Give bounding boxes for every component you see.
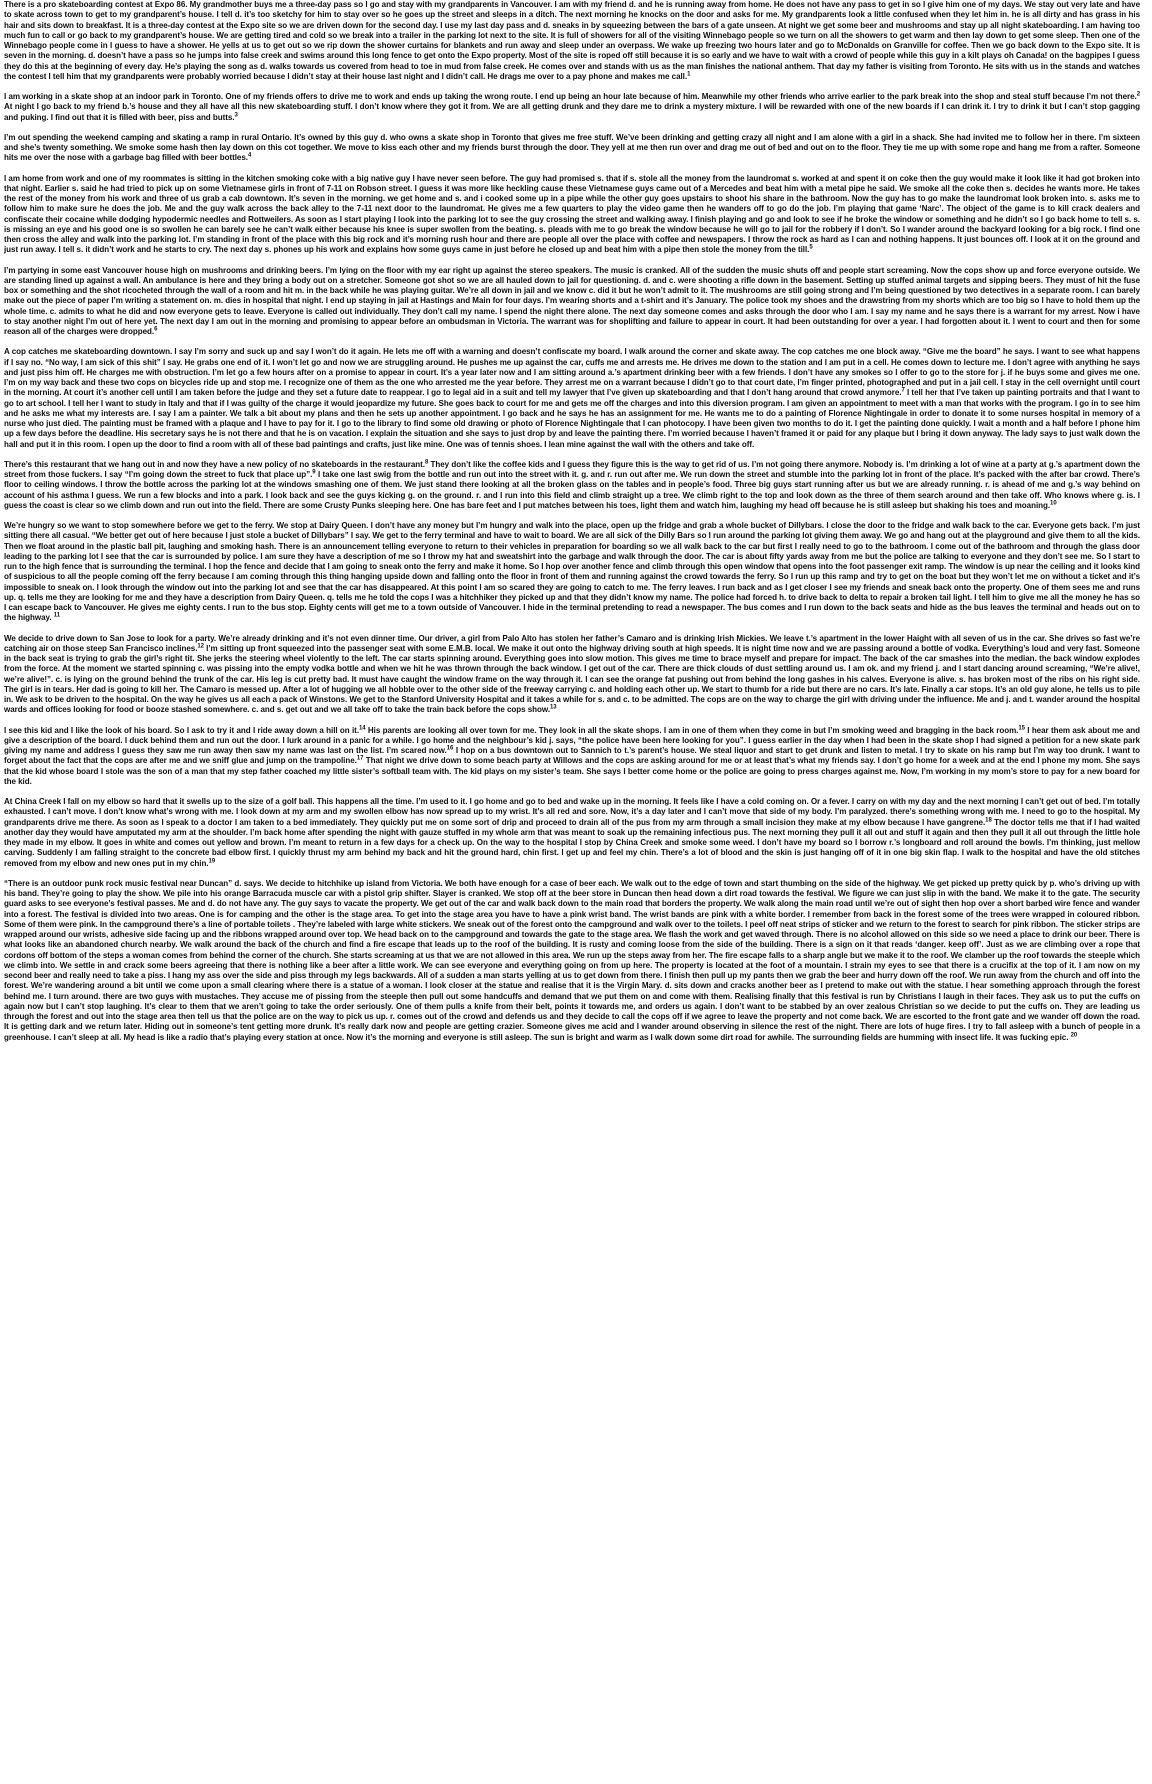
footnote-marker: 2 <box>1136 91 1140 98</box>
paragraph-text: I am home from work and one of my roommates is sitting in the kitchen smoking coke with a big native guy I have never seen before. The guy had promised s. that if s. stole all the money from the laundromat s. worked at and spent it on coke then the guy would make it look like it had got broken into that night. Earlier s. said he had tried to pick up on some Vietnamese girls in front of 7-11 on Robson street. I guess it was more like heckling cause these Vietnamese guys came out of a Mercedes and beat him with a metal pipe he said. We smoke all the coke then s. decides he wants more. He takes the rest of the money from his work and three of us grab a cab downtown. It’s seven in the morning. we get home and s. and i cooked some up in a pipe while the other guy goes upstairs to shoot his share in the bathroom. Now the guy has to go make the laundromat look broken into. s. asks me to follow him to make sure he does the job. Me and the guy walk across the back alley to the 7-11 next door to the laundromat. He gives me a few quarters to play the video game then he wanders off to go do the job. I’m playing that game ‘Narc’. The object of the game is to kill crack dealers and confiscate their cocaine while dodging hypodermic needles and Rottweilers. As soon as I start playing I look into the parking lot to see the guy crossing the street and walking away. I finish playing and go and look to see if he broke the window or something and he didn’t so I go back home to tell s. s. is missing an eye and his good one is so swollen he can barely see he can’t walk either because his knee is super swollen from the beating. s. pleads with me to go break the window because he will go to jail for the robbery if I don’t. So I wander around the backyard looking for a big rock. I find one then cross the alley and walk into the parking lot. I’m standing in front of the place with this big rock and it’s morning rush hour and there are people all over the place with coffee and newspapers. I throw the rock as hard as I can and nothing happens. It just bounces off. I look at it on the ground and just run away. I tell s. it didn’t work and he starts to cry. The next day s. phones up his work and explains how some guys came in just before he closed up and beat him with a pipe then stole the money from the till. <box>4 173 1140 255</box>
paragraph-text: I’m out spending the weekend camping and skating a ramp in rural Ontario. It’s owned by this guy d. who owns a skate shop in Toronto that gives me free stuff. We’ve been drinking and getting crazy all night and I am alone with a girl in a shack. She had invited me to follow her in there. I’m sixteen and she’s twenty something. We smoke some hash then lay down on this cot together. We move to kiss each other and my friends burst through the door. They yell at me then run over and drag me out of bed and out on to the floor. They tie me up with some rope and hang me from a rafter. Someone hits me over the nose with a garbage bag filled with beer bottles. <box>4 132 1140 163</box>
paragraph-text: At night I go back to my friend b.’s house and they all have all this new skateboarding stuff. I don’t know where they got it from. We are all getting drunk and they dare me to drink a mystery mixture. I will be rewarded with one of the new boards if I can drink it. I try to drink it but I can’t stop gagging and puking. I find out that it is filled with beer, piss and butts. <box>4 102 1140 122</box>
footnote-marker: 15 <box>1018 724 1025 731</box>
paragraph-text: I’m sitting up front squeezed into the passenger seat with some E.M.B. local. We make it out onto the highway driving south at high speeds. It is night time now and we are passing around a bottle of vodka. Everything’s loud and very fast. Someone in the back seat is trying to grab the girl’s right tit. She jerks the steering wheel violently to the left. The car starts spinning around. Everything goes into slow motion. This gives me time to brace myself and prepare for impact. The back of the car smashes into the median. the back window explodes from the force. At the moment we started spinning c. was pissing into the empty vodka bottle and when we hit he was thrown through the back window. I get out of the car. There are thick clouds of dust settling around us. I am ok. and my friend j. and I start dancing around screaming, “We’re alive!, we’re alive!”. c. is lying on the ground behind the trunk of the car. His leg is cut pretty bad. It must have caught the window frame on the way through it. I can see the orange fat pushing out from behind the long gashes in his calves. Everyone is alive. s. has broken most of the ribs on his right side. The girl is in tears. Her dad is going to kill her. The Camaro is messed up. After a lot of hugging we all hobble over to the other side of the freeway carrying c. and holding each other up. We start to thumb for a ride but there are no cars. It’s late. Finally a car stops. It’s an old guy alone, he tells us to pile in. We ask to be driven to the hospital. On the way he gives us all each a pack of Winstons. We get to the Stanford University Hospital and it takes a while for s. and c. to be admitted. The cops are on the way to charge the girl with driving under the influence. Me and j. and t. wander around the hospital wards and offices looking for food or booze stashed somewhere. c. and s. get out and we all take off to take the train back before the cops show. <box>4 643 1140 715</box>
paragraph-text: I am working in a skate shop at an indoor park in Toronto. One of my friends offers to drive me to work and ends up taking the wrong route. I end up being an hour late because of him. Meanwhile my other friends who arrive earlier to the park break into the shop and steal stuff because I’m not there. <box>4 92 1137 101</box>
story-paragraph <box>4 797 1140 869</box>
paragraph-text: We decide to drive down to San Jose to look for a party. We’re already drinking and it’s not even dinner time. Our driver, a girl from Palo Alto has stolen her father’s Camaro and is drinking Irish Mickies. We leave t.’s apartment in the lower Haight with all seven of us in the car. She drives so fast we’re catching air on those steep San Francisco inclines. <box>4 633 1140 653</box>
footnote-marker: 13 <box>550 704 557 711</box>
story-paragraph <box>4 92 1140 123</box>
paragraph-text: His parents are looking all over town for me. They look in all the skate shops. I am in one of them when they come in but I’m smoking weed and bragging in the back room. <box>365 725 1019 735</box>
paragraph-text: At China Creek I fall on my elbow so hard that it swells up to the size of a golf ball. This happens all the time. I’m used to it. I go home and go to bed and wake up in the morning. It feels like I have a cold coming on. Or a fever. I carry on with my day and the next morning I can’t get out of bed. I’m totally exhausted. I can’t move. I don’t know what’s wrong with me. I look down at my arm and my swollen elbow has now spread up to my wrist. It’s all red and sore. Now, it’s a day later and I can’t move that side of my body. I’m paralyzed. there’s something wrong with me. I need to go to the hospital. My grandparents drive me there. As soon as I speak to a doctor I am taken to a bed immediately. They quickly put me on some sort of drip and proceed to drain all of the pus from my arm through a small incision they make at my elbow because I have gangrene. <box>4 797 1140 827</box>
footnote-marker: 9 <box>312 469 316 476</box>
story-paragraph <box>4 133 1140 164</box>
footnote-marker: 3 <box>234 111 238 118</box>
paragraph-text: We’re hungry so we want to stop somewhere before we get to the ferry. We stop at Dairy Queen. I don’t have any money but I’m hungry and walk into the place, open up the fridge and grab a whole bucket of Dillybars. I close the door to the fridge and walk back to the car. Everyone gets back. I’m just sitting there all casual. “We better get out of here because I just stole a bucket of Dillybars” I say. We get to the ferry terminal and have to wait to board. We are all sick of the Dilly Bars so I run around the parking lot giving them away. We go and hang out at the playground and give them to all the kids. Then we float around in the plastic ball pit, laughing and smoking hash. There is an announcement telling everyone to return to their vehicles in preparation for boarding so we all walk back to the car but first I really need to go to the bathroom. I come out of the bathroom and through the glass door leading to the parking lot I see that the car is surrounded by police. I am sure they have a description of me so I throw my hat and sweatshirt into the garbage and walk through the door. The car is about fifty yards away from me but the police are talking to everyone and they don’t see me. So I start to run to the high fence that is surrounding the terminal. I hop the fence and decide that I am going to sneak onto the ferry and make it home. So I hop over another fence and climb through this open window that opens into the foot passenger exit ramp. The window is up near the ceiling and it looks kind of suspicious to all the people coming off the ferry because I am coming through this thing hanging upside down and falling onto the floor in front of them and running against the crowd towards the ferry. So I run up this ramp and try to get on the boat but they won’t let me on without a ticket and it’s impossible to sneak on. I look through the window out into the parking lot and see that the car has disappeared. At this point I am so scared they are going to catch to me. The ferry leaves. I run back and as I get closer I see my friends and sneak back onto the property. One of them sees me and runs up. q. tells me they are looking for me and they have a description from Dairy Queen. q. tells me he told the cops I was a hitchhiker they picked up and that they didn’t know my name. The police had forced h. to drive back to delta to repair a broken tail light. I tell him to give me all the money he has so I can escape back to Vancouver. He gives me eighty cents. I run to the bus stop. Eighty cents will get me to a town outside of Vancouver. I hide in the terminal pretending to read a newspaper. The bus comes and I run down to the back seats and hide as the bus leaves the terminal and heads out on to the highway. <box>4 521 1140 623</box>
footnote-marker: 19 <box>208 857 216 864</box>
footnote-marker: 8 <box>424 459 429 466</box>
paragraph-text: A cop catches me skateboarding downtown. I say I’m sorry and suck up and say I won’t do it again. He lets me off with a warning and doesn’t confiscate my board. I walk around the corner and skate away. The cop catches me one block away. “Give me the board” he says. I want to see what happens if I say no. “No way, I am sick of this shit” I say. He grabs one end of it. I won’t let go and now we are struggling around. He pushes me up against the car, cuffs me and arrests me. He drives me down to the station and I am put in a cell. He comes down to lecture me. I don’t agree with anything he says and just piss him off. He charges me with obstruction. I’m let go a few hours after on a promise to appear in court. It’s a year later now and I am sitting around a.’s apartment drinking beer with a few friends. I don’t have any smokes so I offer to go to the store for j. if he buys some and gives me one. I’m on my way back and these two cops on bicycles ride up and stop me. I recognize one of them as the one who arrested me the year before. They arrest me on a warrant because I didn’t go to that court date, I’m finger printed, photographed and put in a jail cell. I stay in the cell overnight until court in the morning. At court it’s another cell until I am taken before the judge and they set a future date to reappear. I go to legal aid in a suit and tell my lawyer that I’ve given up skateboarding and that I don’t hang around that crowd anymore. <box>4 347 1140 398</box>
footnote-marker: 1 <box>687 71 691 78</box>
story-paragraph <box>4 174 1140 256</box>
story-paragraph <box>4 879 1140 1043</box>
paragraph-text: I see this kid and I like the look of his board. So I ask to try it and I ride away down a hill on it. <box>4 725 359 735</box>
story-paragraph <box>4 634 1140 716</box>
paragraph-text: I’m partying in some east Vancouver house high on mushrooms and drinking beers. I’m lying on the floor with my ear right up against the stereo speakers. The music is cranked. All of the sudden the music shuts off and people start screaming. Now the cops show up and force everyone outside. We are standing lined up against a wall. An ambulance is here and they bring a body out on a stretcher. Someone got shot so we are all hauled down to jail for questioning. d. and c. were shooting a rifle down in the basement. Setting up stuffed animal targets and sipping beers. They must of hit the fuse box or something and the shot ricocheted through the wall of a room and hit m. in the back while he was playing guitar. We’re all down in jail and we know c. did it but he won’t admit to it. The mushrooms are still going strong and I’m being questioned by two detectives in a separate room. I can barely make out the piece of paper I’m writing a statement on. m. dies in hospital that night. I end up staying in jail at Hastings and Main for four days. I’m wearing shorts and a t-shirt and it’s January. The police took my shoes and the drawstring from my shorts which are too big so I have to hold them up the whole time. c. admits to what he did and now everyone gets to leave. Everyone is called out individually. They don’t call my name. I spend the night there alone. The next day someone comes and asks through the door who I am. I say my name and he says there is a warrant for my arrest. Now i have to stay another night I’m out of here yet. The next day I am out in the morning and promising to appear before an ombudsman in Victoria. The warrant was for shoplifting and failure to appear in court. It had been outstanding for over a year. I had forgotten about it. I went to court and then for some reason all of the charges were dropped. <box>4 265 1140 336</box>
footnote-marker: 14 <box>359 724 366 731</box>
paragraph-text: I take one last swig from the bottle and run out into the street with it. g. and r. run out after me. We run down the street and stumble into the parking lot in front of the place. It’s packed with the after bar crowd. There’s floor to ceiling windows. I throw the bottle across the parking lot at the windows smashing one of them. We just stand there looking at all the broken glass on the tables and in people’s food. Three big guys start running after us but we are already running. r. is ahead of me and g.’s way behind on account of his asthma I guess. We run a few blocks and into a park. I look back and see the guys kicking g. on the ground. r. and I run into this field and climb straight up a tree. We climb right to the top and look down as the three of them search around and then take off. Who knows where g. is. I guess the coast is clear so we climb down and run out into the field. There are some Crusty Punks sleeping here. One has bare feet and I put matches between his toes, light them and watch him, laughing my head off because he is still asleep but shaking his toes and moaning. <box>4 470 1140 510</box>
story-paragraph <box>4 347 1140 450</box>
story-paragraph <box>4 0 1140 82</box>
footnote-marker: 12 <box>197 643 204 650</box>
footnote-marker: 7 <box>901 387 905 394</box>
footnote-marker: 10 <box>1050 500 1057 507</box>
paragraph-text: I hear them ask about me and give a description of the board. I duck behind them and run out the door. I lurk around in a panic for a while. I go home and the neighbour’s kid j. says, “the police have been here looking for you”. I guess earlier in the day when I had been in the skate shop I had signed a petition for a new skate park giving my name and address I guess they saw me run away then saw my name was last on the list. I’m scared now. <box>4 725 1140 755</box>
paragraph-text: There’s this restaurant that we hang out in and now they have a new policy of no skateboards in the restaurant. <box>4 459 425 469</box>
footnote-marker: 5 <box>809 244 813 251</box>
footnote-marker: 20 <box>1070 1031 1078 1038</box>
paragraph-text: There is a pro skateboarding contest at Expo 86. My grandmother buys me a three-day pass so I go and stay with my grandparents in Vancouver. I am with my friend d. and he is running away from home. He does not have any pass to get in so I give him one of my days. We stay out very late and have to skate across town to get to my grandparent’s house. I tell d. it’s too sketchy for him to stay over so he goes up the street and sleeps in a ditch. The next morning he knocks on the door and asks for me. My grandparents look a little confused when they let him in. he is all dirty and has grass in his hair and sits down to breakfast. It is a three-day contest at the Expo site so we are driven down for the second day. I use my last day pass and d. sneaks in by squeezing between the bars of a gate unseen. At night we get some beer and mushrooms and stay up all night skateboarding. I am having too much fun to call or go back to my grandparent’s house. We are getting tired and cold so we break into a trailer in the parking lot next to the site. It is full of showers for all of the visiting Winnebago people so we turn on all the showers to get warm and then lay down to get some sleep. Then one of the Winnebago people come in I guess to have a shower. He yells at us to get out so we rip down the shower curtains for blankets and run away and sleep under an overpass. We wake up freezing two hours later and go to McDonalds on Granville for coffee. Then we go back down to the Expo site. It is seven in the morning. d. doesn’t have a pass so he jumps into false creek and swims around this long fence to get onto the Expo property. Most of the site is roped off still because it is so early and we have to wait with a crowd of people while this guy in a kilt plays oh Canada! on the bagpipes I guess they do this at the beginning of every day. He’s playing the song as d. walks towards us covered from head to toe in mud from false creek. He comes over and stands with us as the man finishes the national anthem. That day my father is visiting from Toronto. He sits with us in the stands and watches the contest I tell him that my grandparents were probably worried because I didn’t stay at their house last night and I didn’t call. He drags me over to a pay phone and makes me call. <box>4 0 1140 81</box>
paragraph-text: I hop on a bus downtown out to Sannich to t.’s parent’s house. We steal liquor and start to get drunk and listen to metal. I try to skate on his ramp but I’m way too drunk. I want to forget about the fact that the cops are after me and we sniff glue and jump on the trampoline. <box>4 746 1140 766</box>
footnote-marker: 18 <box>985 816 992 823</box>
footnote-marker: 16 <box>446 745 454 752</box>
paragraph-text: They don’t like the coffee kids and I guess they figure this is the way to get rid of us. I’m not going there anymore. Nobody is. I’m drinking a lot of wine at a party at g.’s apartment down the street from those fuckers. I say “I’m going down the street to fuck that place up”. <box>4 459 1141 479</box>
paragraph-text: I tell her that I’ve taken up painting portraits and that I want to go to art school. I tell her I want to study in Italy and that if I was guilty of the charge it would jeopardize my future. She goes back to court for me and gets me off the charges and into this diversion program. I am given an appointment to meet with a man that works with the program. I go in to see him and he asks me what my interests are. I say I am a painter. We talk a bit about my plans and then he sets up another appointment. I go back and he says he has an assignment for me. He wants me to do a painting of Florence Nightingale in order to donate it to some nurses hospital in memory of a nurse who just died. The painting must be framed with a plaque and I have to pay for it. I go to the library to find some old drawing or photo of Florence Nightingale that I can photocopy. I have been given two months to do it. I get the painting done quickly. I wait a month and a half before I phone him up a few days before the deadline. His secretary says he is not there and that he is on vacation. I explain the situation and she says to just drop by and leave the painting there. I’m worried because I haven’t framed it or paid for any plaque but I bring it down anyway. The lady says to just walk down the hall and put it in this room. I open up the door to find a room with all of these bad paintings and crafts, just like mine. One was of tennis shoes. I lean mine against the wall with the others and take off. <box>4 388 1140 449</box>
footnote-marker: 4 <box>247 152 252 159</box>
story-paragraph <box>4 726 1140 788</box>
story-paragraph <box>4 460 1140 511</box>
paragraph-text: “There is an outdoor punk rock music festival near Duncan” d. says. We decide to hitchhike up island from Victoria. We both have enough for a case of beer each. We walk out to the edge of town and start thumbing on the side of the highway. We get picked up pretty quick by p. who’s driving up with his band. They’re going to play the show. We pile into his orange Barracuda muscle car with a pistol grip shifter. Slayer is cranked. We stop off at the beer store in Duncan then head down a dirt road towards the festival. We figure we can just slip in with the band. We make it to the gate. The security guard asks to see everyone’s festival passes. Me and d. do not have any. The guy says to vacate the property. We get out of the car and walk back down to the main road that borders the property. We walk along the main road until we’re out of sight then hop over a short barbed wire fence and wander into a forest. The festival is divided into two areas. One is for camping and the other is the stage area. To get into the stage area you have to have a pink wrist band. The wrist bands are pink with a white border. I remember from back in the forest some of the trees were wrapped in coloured ribbon. Some of them were pink. In the campground there’s a line of portable toilets . They’re labeled with large white stickers. We sneak out of the forest onto the campground and walk over to the toilets. I peel off neat strips of sticker and we return to the forest to search for pink ribbon. The sticker strips are wrapped around our wrists, adhesive side facing up and the ribbons wrapped around over top. We head back on to the campground and towards the gate to the stage area. We flash the work and get waved through. There is no alcohol allowed on this side so we need a place to drink our beer. There is what looks like an abandoned church nearby. We walk around the back of the church and find a fire escape that leads up to the roof of the building. It is rusty and coming loose from the side of the building. There is a sign on it that reads ‘danger. keep off’. Just as we are climbing over a rope that cordons off bottom of the steps a woman comes from behind the corner of the church. She starts screaming at us that we are not allowed in this area. We run up the steps away from her. The fire escape falls to a sharp angle but we make it to the roof. We clamber up the roof towards the steeple which we climb into. We settle in and crack some beers agreeing that there is nothing like a beer after a little work. We can see everyone and everything going on from up here. The property is located at the foot of a mountain. I strain my eyes to see that there is a crucifix at the top of it. I am now on my second beer and really need to take a piss. I hang my ass over the side and piss through my legs backwards. All of a sudden a man starts yelling at us to get down from there. I finish then pull up my pants then we grab the beer and hurry down off the roof. We run away from the church and off into the forest. We’re wandering around a bit until we come upon a small clearing where there is a statue of a woman. I look closer at the statue and realise that it is the Virgin Mary. d. sits down and cracks another beer as I pretend to make out with the statue. I hear something approach through the forest behind me. I turn around. there are two guys with mustaches. They accuse me of pissing from the steeple then pull out some handcuffs and demand that we put them on and come with them. Realising finally that this festival is run by Christians I laugh in their faces. They ask us to put the cuffs on again now but I can’t stop laughing. It’s clear to them that we aren’t going to take the order seriously. One of them pulls a knife from their belt, points it towards me, and orders us again. I don’t want to be stabbed by an over zealous Christian so we decide to put the cuffs on. They are leading us through the forest and out into the stage area then tell us that the police are on the way to pick us up. r. comes out of the crowd and defends us and they decide to call the cops off if we agree to leave the property and not come back. We are escorted to the front gate and we wander off down the road. It is getting dark and we return later. Hiding out in someone’s tent getting more drunk. It’s really dark now and people are getting crazier. Someone gives me acid and I wander around observing in silence the rest of the night. There are lots of huge fires. I try to fall asleep with a bunch of people in a greenhouse. I can’t sleep at all. My head is like a radio that’s playing every station at once. Now it’s the morning and everyone is still asleep. The sun is bright and warm as I walk down some dirt road for awhile. The surrounding fields are humming with insect life. It was fucking epic. <box>4 878 1140 1042</box>
footnote-marker: 17 <box>356 755 364 762</box>
story-paragraph <box>4 266 1140 338</box>
paragraph-text: That night we drive down to some beach party at Willows and the cops are asking around for me or at least that’s what my friends say. I don’t go home for a week and at the end I phone my mom. She says that the kid whose board I stole was the son of a man that my step father coached my little sister’s softball team with. The kid plays on my sister’s team. She says I better come home or the police are going to press charges against me. Now, I’m working in my mom’s store to pay for a new board for the kid. <box>4 756 1141 786</box>
footnote-marker: 6 <box>154 326 158 333</box>
footnote-marker: 11 <box>53 612 60 619</box>
paragraph-text: The doctor tells me that if I had waited another day they would have amputated my arm at the shoulder. I’m back home after spending the night with gauze stuffed in my whole arm that was meant to soak up the remaining infectious pus. The next morning they pull it all out and stuff it again and then they pull it all out through the little hole they made in my elbow. It goes in white and comes out yellow and brown. I’m meant to return in a few days for a check up. On the way to the hospital I stop by China Creek and smoke some weed. I don’t have my board so I borrow r.’s longboard and roll around the bowls. I’m thinking, just mellow carving. Suddenly I am falling straight to the concrete bad elbow first. I quickly thrust my arm behind my back and hit the ground hard, chin first. I get up and feel my chin. There’s a lot of blood and the skin is just hanging off of it in one big skin flap. I walk to the hospital and have the old stitches removed from my elbow and new ones put in my chin. <box>4 817 1140 868</box>
story-paragraph <box>4 521 1140 624</box>
